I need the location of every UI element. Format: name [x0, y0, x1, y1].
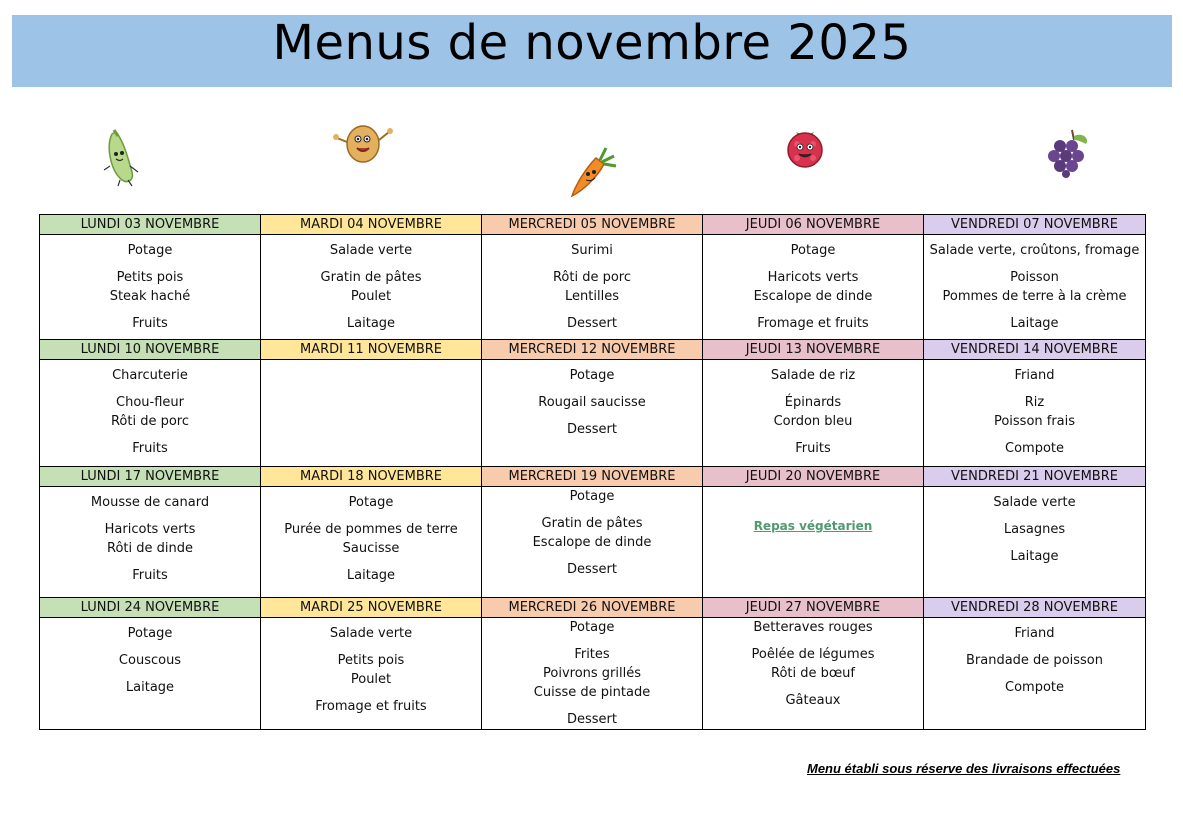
menu-item: Poêlée de légumes	[751, 647, 875, 662]
menu-course-group	[261, 624, 481, 643]
menu-items	[703, 360, 923, 458]
menu-item: Pommes de terre à la crème	[942, 289, 1127, 304]
menu-item: Salade verte	[329, 626, 413, 641]
day-menu-cell	[40, 235, 261, 340]
menu-item: Gratin de pâtes	[541, 516, 643, 531]
day-header: MARDI 04 NOVEMBRE	[261, 215, 482, 235]
menu-item: Surimi	[571, 243, 613, 258]
menu-course-group	[482, 645, 702, 702]
day-menu-cell	[482, 360, 703, 467]
menu-items	[40, 618, 260, 697]
day-header: MERCREDI 19 NOVEMBRE	[482, 467, 703, 487]
menu-course-group	[40, 493, 260, 512]
week-menu-row	[40, 487, 1146, 598]
menu-course-group	[703, 618, 923, 637]
day-header: VENDREDI 21 NOVEMBRE	[924, 467, 1146, 487]
day-header: JEUDI 27 NOVEMBRE	[703, 598, 924, 618]
day-header: LUNDI 24 NOVEMBRE	[40, 598, 261, 618]
menu-course-group	[703, 268, 923, 306]
menu-item: Haricots verts	[767, 270, 859, 285]
menu-items	[924, 360, 1145, 458]
day-header: VENDREDI 07 NOVEMBRE	[924, 215, 1146, 235]
day-header: MARDI 11 NOVEMBRE	[261, 340, 482, 360]
day-header: JEUDI 13 NOVEMBRE	[703, 340, 924, 360]
day-header: LUNDI 10 NOVEMBRE	[40, 340, 261, 360]
menu-item: Poulet	[350, 672, 392, 687]
menu-item: Dessert	[567, 422, 617, 437]
menu-item: Potage	[127, 626, 173, 641]
menu-item: Escalope de dinde	[532, 535, 652, 550]
menu-course-group	[924, 314, 1145, 333]
menu-course-group	[924, 366, 1145, 385]
menu-course-group	[261, 520, 481, 558]
menu-course-group	[482, 710, 702, 729]
menu-item: Rôti de porc	[110, 414, 190, 429]
week-header-row	[40, 340, 1146, 360]
carrot-icon	[566, 146, 618, 200]
zucchini-icon	[100, 126, 148, 188]
menu-item: Escalope de dinde	[753, 289, 873, 304]
day-menu-cell	[703, 618, 924, 730]
menu-items	[482, 487, 702, 579]
menu-item: Potage	[569, 368, 615, 383]
menu-course-group	[924, 268, 1145, 306]
menu-item: Charcuterie	[112, 368, 188, 383]
menu-course-group	[40, 624, 260, 643]
menu-item: Riz	[1024, 395, 1045, 410]
menu-item: Compote	[1005, 680, 1064, 695]
menu-item: Laitage	[125, 680, 175, 695]
menu-course-group	[482, 366, 702, 385]
day-menu-cell	[40, 618, 261, 730]
footer-note: Menu établi sous réserve des livraisons effectuées	[807, 761, 1121, 776]
title-banner	[12, 15, 1172, 87]
menu-course-group	[924, 547, 1145, 566]
day-menu-cell	[924, 618, 1146, 730]
menu-course-group	[261, 241, 481, 260]
day-menu-cell	[703, 360, 924, 467]
day-menu-cell	[703, 487, 924, 598]
week-menu-row	[40, 360, 1146, 467]
menu-course-group	[703, 439, 923, 458]
menu-course-group	[40, 651, 260, 670]
vegetarian-meal-link[interactable]: Repas végétarien	[753, 519, 873, 533]
menu-item: Poisson frais	[993, 414, 1076, 429]
day-menu-cell	[40, 360, 261, 467]
menu-course-group	[924, 393, 1145, 431]
menu-item: Laitage	[346, 316, 396, 331]
menu-course-group	[924, 520, 1145, 539]
menu-items	[40, 487, 260, 585]
day-menu-cell	[703, 235, 924, 340]
menu-item: Poulet	[350, 289, 392, 304]
menu-course-group	[482, 618, 702, 637]
menu-item: Gâteaux	[785, 693, 841, 708]
menu-items	[40, 360, 260, 458]
week-menu-row	[40, 618, 1146, 730]
menu-course-group	[40, 439, 260, 458]
menu-course-group	[261, 651, 481, 689]
menu-item: Couscous	[118, 653, 182, 668]
menu-course-group	[924, 241, 1145, 260]
menu-items	[261, 235, 481, 333]
day-menu-cell	[482, 487, 703, 598]
menu-course-group	[703, 691, 923, 710]
menu-course-group	[924, 678, 1145, 697]
menu-items	[482, 360, 702, 439]
day-header: VENDREDI 14 NOVEMBRE	[924, 340, 1146, 360]
week-header-row	[40, 467, 1146, 487]
menu-course-group	[924, 624, 1145, 643]
menu-course-group	[482, 560, 702, 579]
menu-item: Lentilles	[565, 289, 619, 304]
menu-course-group	[261, 697, 481, 716]
menu-course-group	[482, 268, 702, 306]
menu-item: Mousse de canard	[90, 495, 210, 510]
menu-item: Potage	[127, 243, 173, 258]
menu-items	[482, 618, 702, 729]
day-header: MARDI 25 NOVEMBRE	[261, 598, 482, 618]
page-title: Menus de novembre 2025	[272, 15, 912, 71]
menu-items	[703, 487, 923, 533]
menu-course-group	[261, 314, 481, 333]
menu-item: Brandade de poisson	[965, 653, 1103, 668]
menu-course-group	[482, 420, 702, 439]
menu-item: Fromage et fruits	[315, 699, 427, 714]
menu-item: Dessert	[567, 316, 617, 331]
day-menu-cell	[40, 487, 261, 598]
menu-item: Rôti de porc	[552, 270, 632, 285]
menu-item: Laitage	[1010, 549, 1059, 564]
menu-course-group	[924, 651, 1145, 670]
menu-items	[703, 618, 923, 710]
menu-items	[261, 618, 481, 716]
menu-items	[40, 235, 260, 333]
menu-items	[703, 235, 923, 333]
menu-item: Friand	[1014, 368, 1055, 383]
menu-item: Chou-fleur	[116, 395, 184, 410]
menu-item: Saucisse	[342, 541, 400, 556]
day-menu-cell	[261, 618, 482, 730]
menu-item: Compote	[1005, 441, 1064, 456]
menu-course-group	[40, 393, 260, 431]
menu-item: Rôti de bœuf	[771, 666, 855, 681]
week-header-row	[40, 598, 1146, 618]
menu-item: Rôti de dinde	[107, 541, 193, 556]
menu-item: Rougail saucisse	[538, 395, 646, 410]
week-header-row	[40, 215, 1146, 235]
week-menu-row	[40, 235, 1146, 340]
menu-items	[924, 618, 1145, 697]
day-header: LUNDI 03 NOVEMBRE	[40, 215, 261, 235]
menu-item: Potage	[569, 620, 615, 635]
menu-items	[924, 235, 1145, 333]
menu-course-group	[482, 393, 702, 412]
menu-items	[482, 235, 702, 333]
potato-icon	[332, 122, 394, 168]
menu-item: Laitage	[1010, 316, 1059, 331]
menu-item: Fruits	[132, 316, 168, 331]
day-header: MERCREDI 05 NOVEMBRE	[482, 215, 703, 235]
menu-course-group	[482, 487, 702, 506]
menu-item: Cordon bleu	[773, 414, 853, 429]
menu-item: Dessert	[567, 712, 617, 727]
day-header: MERCREDI 12 NOVEMBRE	[482, 340, 703, 360]
menu-item: Salade verte	[329, 243, 413, 258]
menu-course-group	[40, 366, 260, 385]
day-menu-cell	[261, 487, 482, 598]
menu-item: Dessert	[567, 562, 617, 577]
menu-item: Lasagnes	[1003, 522, 1066, 537]
menu-item: Potage	[569, 489, 615, 504]
menu-item: Petits pois	[116, 270, 184, 285]
menu-course-group	[40, 520, 260, 558]
menu-course-group	[482, 514, 702, 552]
menu-course-group	[261, 566, 481, 585]
menu-items	[924, 487, 1145, 566]
menu-item: Fruits	[132, 441, 168, 456]
day-header: MERCREDI 26 NOVEMBRE	[482, 598, 703, 618]
menu-item: Purée de pommes de terre	[284, 522, 458, 537]
menu-item: Poivrons grillés	[543, 666, 641, 681]
day-menu-cell	[924, 360, 1146, 467]
day-menu-cell	[482, 235, 703, 340]
menu-item: Fromage et fruits	[757, 316, 869, 331]
menu-course-group	[40, 268, 260, 306]
menu-course-group	[261, 268, 481, 306]
menu-item: Friand	[1014, 626, 1055, 641]
raspberry-icon	[782, 124, 828, 170]
menu-course-group	[924, 493, 1145, 512]
menu-item: Betteraves rouges	[753, 620, 873, 635]
menu-item: Frites	[574, 647, 610, 662]
day-header: MARDI 18 NOVEMBRE	[261, 467, 482, 487]
menu-item: Steak haché	[109, 289, 191, 304]
day-menu-cell	[482, 618, 703, 730]
menu-course-group	[924, 439, 1145, 458]
menu-item: Laitage	[346, 568, 396, 583]
menu-course-group	[703, 366, 923, 385]
day-header: VENDREDI 28 NOVEMBRE	[924, 598, 1146, 618]
menu-course-group	[40, 314, 260, 333]
menu-course-group	[482, 314, 702, 333]
menu-item: Cuisse de pintade	[533, 685, 651, 700]
menu-item: Salade verte	[993, 495, 1076, 510]
menu-course-group	[482, 241, 702, 260]
day-header: LUNDI 17 NOVEMBRE	[40, 467, 261, 487]
menu-item: Salade verte, croûtons, fromage	[929, 243, 1140, 258]
day-menu-cell	[924, 487, 1146, 598]
day-menu-cell	[924, 235, 1146, 340]
menu-course-group	[703, 393, 923, 431]
menu-item: Fruits	[795, 441, 831, 456]
menu-item: Potage	[790, 243, 836, 258]
menu-item: Potage	[348, 495, 394, 510]
day-header: JEUDI 20 NOVEMBRE	[703, 467, 924, 487]
menu-item: Gratin de pâtes	[320, 270, 422, 285]
menu-item: Poisson	[1010, 270, 1059, 285]
menu-table	[39, 214, 1146, 730]
day-header: JEUDI 06 NOVEMBRE	[703, 215, 924, 235]
menu-course-group	[703, 314, 923, 333]
menu-course-group	[261, 493, 481, 512]
menu-course-group	[40, 678, 260, 697]
menu-item: Petits pois	[337, 653, 405, 668]
menu-item: Salade de riz	[770, 368, 856, 383]
day-menu-cell	[261, 235, 482, 340]
menu-item: Haricots verts	[104, 522, 196, 537]
menu-course-group	[40, 241, 260, 260]
menu-items	[261, 487, 481, 585]
menu-course-group	[703, 241, 923, 260]
menu-item: Fruits	[132, 568, 168, 583]
day-menu-cell	[261, 360, 482, 467]
menu-items	[261, 360, 481, 366]
grapes-icon	[1046, 128, 1092, 178]
menu-item: Épinards	[784, 395, 842, 410]
menu-course-group	[703, 645, 923, 683]
menu-course-group	[40, 566, 260, 585]
